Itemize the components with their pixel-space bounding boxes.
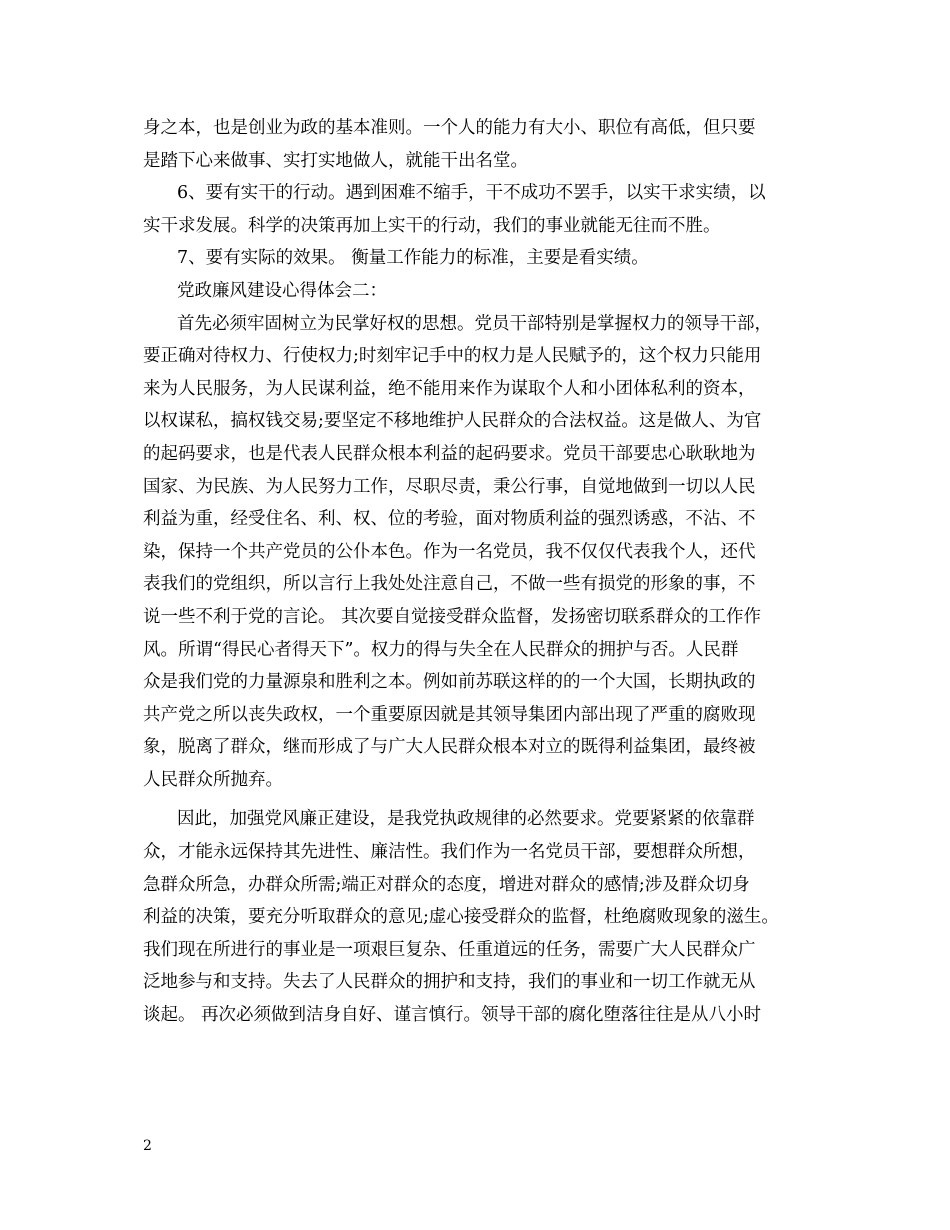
text-line: 6、要有实干的行动。遇到困难不缩手，干不成功不罢手，以实干求实绩，以 (177, 183, 766, 204)
text-line: 我们现在所进行的事业是一项艰巨复杂、任重道远的任务，需要广大人民群众广 (143, 939, 756, 960)
text-line: 是踏下心来做事、实打实地做人，就能干出名堂。 (143, 150, 528, 171)
text-line: 泛地参与和支持。失去了人民群众的拥护和支持，我们的事业和一切工作就无从 (143, 972, 756, 993)
text-line: 国家、为民族、为人民努力工作，尽职尽责，秉公行事，自觉地做到一切以人民 (143, 476, 756, 497)
text-line: 象，脱离了群众，继而形成了与广大人民群众根本对立的既得利益集团，最终被 (143, 737, 756, 758)
text-line: 说一些不利于党的言论。 其次要自觉接受群众监督，发扬密切联系群众的工作作 (143, 606, 762, 627)
text-line: 众是我们党的力量源泉和胜利之本。例如前苏联这样的的一个大国，长期执政的 (143, 672, 756, 693)
text-line: 共产党之所以丧失政权，一个重要原因就是其领导集团内部出现了严重的腐败现 (143, 704, 756, 725)
text-line: 首先必须牢固树立为民掌好权的思想。党员干部特别是掌握权力的领导干部， (177, 313, 772, 334)
section-heading: 党政廉风建设心得体会二： (177, 280, 387, 301)
page-number: 2 (143, 1138, 152, 1154)
text-line: 表我们的党组织，所以言行上我处处注意自己，不做一些有损党的形象的事，不 (143, 574, 756, 595)
text-line: 因此，加强党风廉正建设，是我党执政规律的必然要求。党要紧紧的依靠群 (177, 809, 755, 830)
text-line: 利益的决策，要充分听取群众的意见;虚心接受群众的监督，杜绝腐败现象的滋生。 (143, 907, 779, 928)
document-body (143, 112, 815, 1032)
text-line: 7、要有实际的效果。 衡量工作能力的标准，主要是看实绩。 (177, 248, 649, 269)
text-line: 风。所谓“得民心者得天下”。权力的得与失全在人民群众的拥护与否。人民群 (143, 639, 739, 660)
text-line: 众，才能永远保持其先进性、廉洁性。我们作为一名党员干部，要想群众所想， (143, 842, 756, 863)
text-line: 人民群众所抛弃。 (143, 769, 283, 790)
text-line: 实干求发展。科学的决策再加上实干的行动，我们的事业就能无往而不胜。 (143, 215, 721, 236)
text-line: 以权谋私，搞权钱交易;要坚定不移地维护人民群众的合法权益。这是做人、为官 (143, 411, 762, 432)
text-line: 来为人民服务，为人民谋利益，绝不能用来作为谋取个人和小团体私利的资本， (143, 378, 756, 399)
text-line: 谈起。 再次必须做到洁身自好、谨言慎行。领导干部的腐化堕落往往是从八小时 (143, 1005, 762, 1026)
text-line: 染，保持一个共产党员的公仆本色。作为一名党员，我不仅仅代表我个人，还代 (143, 541, 756, 562)
text-line: 要正确对待权力、行使权力;时刻牢记手中的权力是人民赋予的，这个权力只能用 (143, 346, 762, 367)
text-line: 急群众所急，办群众所需;端正对群众的态度，增进对群众的感情;涉及群众切身 (143, 874, 750, 895)
text-line: 身之本，也是创业为政的基本准则。一个人的能力有大小、职位有高低，但只要 (143, 118, 756, 138)
text-line: 的起码要求，也是代表人民群众根本利益的起码要求。党员干部要忠心耿耿地为 (143, 443, 756, 464)
text-line: 利益为重，经受住名、利、权、位的考验，面对物质利益的强烈诱惑，不沾、不 (143, 509, 756, 530)
